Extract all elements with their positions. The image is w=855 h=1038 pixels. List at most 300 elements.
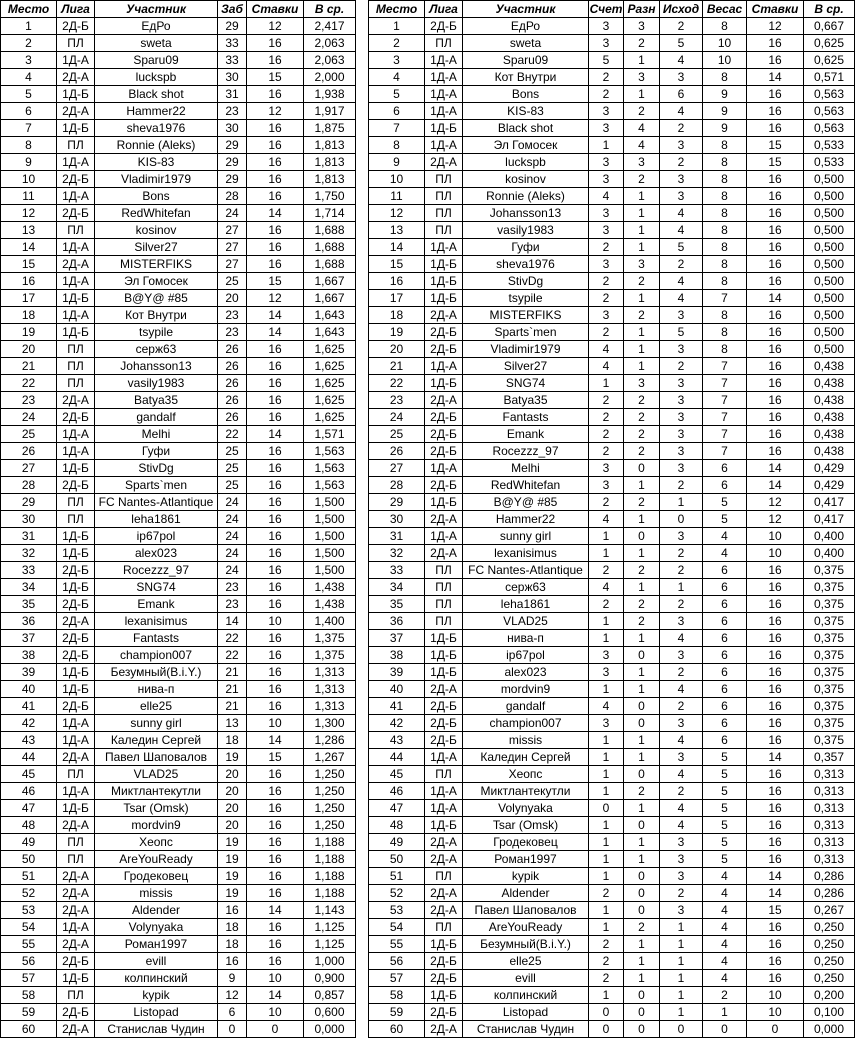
table-cell: leha1861 <box>463 596 589 613</box>
table-cell: 16 <box>747 919 804 936</box>
table-cell: 1 <box>589 137 624 154</box>
table-row <box>369 834 855 851</box>
table-cell: 1Д-А <box>57 239 95 256</box>
table-cell: 3 <box>660 647 703 664</box>
table-cell: 8 <box>369 137 425 154</box>
table-cell: 1Д-Б <box>425 817 463 834</box>
table-cell: 0,286 <box>804 868 855 885</box>
table-cell: 1Д-Б <box>425 120 463 137</box>
table-row <box>1 681 356 698</box>
table-cell: 1 <box>624 630 660 647</box>
table-cell: 16 <box>747 188 804 205</box>
table-cell: 4 <box>660 630 703 647</box>
table-cell: 1Д-Б <box>425 494 463 511</box>
table-cell: 0,429 <box>804 477 855 494</box>
table-cell: 0 <box>660 511 703 528</box>
table-cell: 1 <box>589 732 624 749</box>
table-cell: 20 <box>1 341 57 358</box>
table-cell: 1,438 <box>304 579 356 596</box>
table-cell: 0,375 <box>804 681 855 698</box>
table-cell: StivDg <box>95 460 218 477</box>
table-cell: 0 <box>624 698 660 715</box>
table-cell: колпинский <box>463 987 589 1004</box>
table-cell: 1 <box>589 749 624 766</box>
table-cell: tsypile <box>463 290 589 307</box>
table-cell: 1Д-А <box>57 715 95 732</box>
table-cell: 1Д-Б <box>57 86 95 103</box>
table-cell: 2 <box>660 783 703 800</box>
table-row <box>369 613 855 630</box>
table-cell: Emank <box>95 596 218 613</box>
table-cell: 1,143 <box>304 902 356 919</box>
table-cell: 4 <box>589 698 624 715</box>
table-row <box>369 545 855 562</box>
table-cell: 31 <box>218 86 247 103</box>
table-cell: 0 <box>624 987 660 1004</box>
table-cell: 1Д-А <box>425 460 463 477</box>
table-cell: Кот Внутри <box>95 307 218 324</box>
table-row <box>1 596 356 613</box>
table-cell: 24 <box>218 545 247 562</box>
table-cell: 0,375 <box>804 664 855 681</box>
table-row <box>1 239 356 256</box>
table-cell: 50 <box>369 851 425 868</box>
table-cell: 23 <box>218 307 247 324</box>
table-cell: 16 <box>747 715 804 732</box>
table-cell: 57 <box>369 970 425 987</box>
table-cell: 1,250 <box>304 783 356 800</box>
table-cell: 16 <box>747 171 804 188</box>
table-cell: alex023 <box>95 545 218 562</box>
table-cell: 1Д-А <box>425 103 463 120</box>
table-cell: 2Д-А <box>57 902 95 919</box>
table-cell: ПЛ <box>425 35 463 52</box>
table-cell: 21 <box>218 681 247 698</box>
table-cell: 5 <box>660 239 703 256</box>
table-cell: 25 <box>1 426 57 443</box>
table-cell: 0,438 <box>804 375 855 392</box>
table-cell: 0,375 <box>804 630 855 647</box>
table-row <box>1 18 356 35</box>
table-row <box>1 953 356 970</box>
table-cell: 0 <box>589 1004 624 1021</box>
table-cell: 16 <box>747 834 804 851</box>
table-cell: 45 <box>1 766 57 783</box>
table-cell: 2Д-А <box>57 885 95 902</box>
table-cell: 6 <box>703 613 747 630</box>
table-cell: 1Д-Б <box>57 460 95 477</box>
table-cell: 3 <box>660 902 703 919</box>
table-cell: 16 <box>747 766 804 783</box>
table-cell: 1 <box>660 987 703 1004</box>
table-cell: 1,563 <box>304 477 356 494</box>
table-cell: 1 <box>624 222 660 239</box>
table-cell: 5 <box>703 766 747 783</box>
table-cell: sheva1976 <box>463 256 589 273</box>
table-cell: 14 <box>369 239 425 256</box>
table-cell: 51 <box>369 868 425 885</box>
table-cell: 16 <box>747 443 804 460</box>
table-cell: 1 <box>624 52 660 69</box>
table-row <box>1 477 356 494</box>
table-row <box>1 885 356 902</box>
table-cell: Tsar (Omsk) <box>463 817 589 834</box>
table-cell: 16 <box>747 800 804 817</box>
table-cell: 16 <box>247 800 304 817</box>
table-cell: 2,417 <box>304 18 356 35</box>
table-cell: 16 <box>747 358 804 375</box>
table-cell: 1Д-Б <box>425 664 463 681</box>
table-cell: 16 <box>247 256 304 273</box>
table-cell: 0,313 <box>804 834 855 851</box>
table-cell: 4 <box>703 919 747 936</box>
table-cell: Хеопс <box>463 766 589 783</box>
table-row <box>369 596 855 613</box>
table-cell: 33 <box>218 35 247 52</box>
table-cell: 42 <box>1 715 57 732</box>
table-cell: 16 <box>247 494 304 511</box>
table-cell: 2 <box>1 35 57 52</box>
table-cell: 2Д-Б <box>57 562 95 579</box>
table-cell: 3 <box>589 256 624 273</box>
table-cell: ПЛ <box>57 137 95 154</box>
table-cell: 2Д-А <box>57 69 95 86</box>
table-cell: 36 <box>369 613 425 630</box>
table-cell: 2Д-Б <box>425 443 463 460</box>
table-cell: 3 <box>660 749 703 766</box>
table-cell: 2Д-А <box>57 256 95 273</box>
table-cell: 60 <box>369 1021 425 1038</box>
column-header: Веcас <box>703 1 747 18</box>
table-cell: 1,688 <box>304 222 356 239</box>
table-cell: 3 <box>660 715 703 732</box>
table-cell: 1Д-А <box>425 528 463 545</box>
table-cell: 51 <box>1 868 57 885</box>
table-cell: 16 <box>218 902 247 919</box>
table-cell: 16 <box>747 630 804 647</box>
table-cell: 0,857 <box>304 987 356 1004</box>
table-cell: 0,200 <box>804 987 855 1004</box>
table-cell: 0 <box>624 1004 660 1021</box>
table-cell: 59 <box>369 1004 425 1021</box>
table-cell: 1,313 <box>304 698 356 715</box>
table-cell: lexanisimus <box>95 613 218 630</box>
table-cell: 16 <box>247 511 304 528</box>
table-cell: 30 <box>218 69 247 86</box>
table-cell: серж63 <box>463 579 589 596</box>
table-cell: 1,625 <box>304 392 356 409</box>
table-cell: 16 <box>247 375 304 392</box>
table-cell: 1Д-Б <box>57 290 95 307</box>
table-cell: 1 <box>624 953 660 970</box>
table-cell: Каледин Сергей <box>95 732 218 749</box>
table-cell: 2Д-Б <box>425 953 463 970</box>
table-cell: MISTERFIKS <box>463 307 589 324</box>
table-cell: Станислав Чудин <box>463 1021 589 1038</box>
table-row <box>369 970 855 987</box>
table-cell: 3 <box>589 477 624 494</box>
table-cell: 1 <box>660 936 703 953</box>
table-row <box>369 783 855 800</box>
table-cell: 3 <box>660 171 703 188</box>
table-cell: B@Y@ #85 <box>463 494 589 511</box>
table-cell: 3 <box>624 154 660 171</box>
table-cell: 16 <box>247 851 304 868</box>
table-cell: 1Д-А <box>57 154 95 171</box>
table-cell: 16 <box>247 817 304 834</box>
table-cell: ПЛ <box>57 35 95 52</box>
table-cell: 16 <box>747 120 804 137</box>
table-cell: 1,500 <box>304 545 356 562</box>
table-row <box>1 392 356 409</box>
table-cell: Гуфи <box>463 239 589 256</box>
table-cell: 3 <box>624 375 660 392</box>
table-cell: Миктлантекутли <box>95 783 218 800</box>
table-cell: 2 <box>624 171 660 188</box>
table-row <box>1 545 356 562</box>
table-cell: 32 <box>1 545 57 562</box>
table-cell: 48 <box>1 817 57 834</box>
table-cell: 1,375 <box>304 647 356 664</box>
table-cell: 28 <box>218 188 247 205</box>
table-cell: Emank <box>463 426 589 443</box>
table-cell: 16 <box>747 613 804 630</box>
table-cell: 0,500 <box>804 239 855 256</box>
column-header: Участник <box>463 1 589 18</box>
table-cell: 37 <box>369 630 425 647</box>
table-cell: 1 <box>624 188 660 205</box>
table-cell: 6 <box>703 698 747 715</box>
table-cell: 1,667 <box>304 290 356 307</box>
table-cell: 4 <box>589 341 624 358</box>
table-row <box>369 647 855 664</box>
table-cell: 0,400 <box>804 528 855 545</box>
table-cell: 27 <box>218 222 247 239</box>
table-cell: 41 <box>369 698 425 715</box>
table-cell: 16 <box>247 137 304 154</box>
table-cell: 16 <box>747 409 804 426</box>
table-row <box>1 460 356 477</box>
table-cell: 4 <box>589 188 624 205</box>
table-cell: 0,375 <box>804 732 855 749</box>
table-cell: 16 <box>247 698 304 715</box>
table-cell: 2 <box>660 698 703 715</box>
table-cell: 16 <box>247 664 304 681</box>
table-row <box>369 358 855 375</box>
table-cell: 2 <box>660 885 703 902</box>
table-cell: 39 <box>1 664 57 681</box>
table-cell: Безумный(B.i.Y.) <box>463 936 589 953</box>
table-cell: 18 <box>218 732 247 749</box>
table-cell: 2Д-А <box>57 936 95 953</box>
table-cell: 3 <box>624 256 660 273</box>
table-cell: VLAD25 <box>95 766 218 783</box>
table-cell: 19 <box>218 868 247 885</box>
table-cell: 1 <box>589 851 624 868</box>
table-cell: ip67pol <box>95 528 218 545</box>
table-cell: 1Д-Б <box>425 936 463 953</box>
table-cell: 25 <box>218 477 247 494</box>
table-cell: 2Д-Б <box>57 477 95 494</box>
table-cell: 35 <box>1 596 57 613</box>
table-row <box>1 205 356 222</box>
table-cell: 2,063 <box>304 52 356 69</box>
table-cell: 0,500 <box>804 188 855 205</box>
table-cell: 3 <box>660 528 703 545</box>
table-cell: 14 <box>247 307 304 324</box>
table-row <box>369 715 855 732</box>
table-cell: 4 <box>589 511 624 528</box>
table-cell: RedWhitefan <box>95 205 218 222</box>
table-cell: 5 <box>703 817 747 834</box>
table-cell: 44 <box>1 749 57 766</box>
table-cell: 2Д-А <box>425 834 463 851</box>
table-cell: Fantasts <box>463 409 589 426</box>
table-cell: 8 <box>703 324 747 341</box>
table-cell: 1,875 <box>304 120 356 137</box>
table-cell: Гродековец <box>463 834 589 851</box>
table-cell: 2Д-Б <box>425 477 463 494</box>
table-cell: 49 <box>369 834 425 851</box>
table-cell: elle25 <box>95 698 218 715</box>
table-cell: 4 <box>589 358 624 375</box>
table-cell: 7 <box>703 392 747 409</box>
table-row <box>1 375 356 392</box>
table-row <box>1 171 356 188</box>
table-cell: 2 <box>660 477 703 494</box>
table-row <box>369 528 855 545</box>
table-cell: Кот Внутри <box>463 69 589 86</box>
table-cell: 3 <box>589 120 624 137</box>
table-cell: 10 <box>247 1004 304 1021</box>
table-cell: 2Д-Б <box>57 596 95 613</box>
table-cell: 7 <box>703 409 747 426</box>
table-cell: 5 <box>660 324 703 341</box>
table-cell: 1,188 <box>304 868 356 885</box>
table-cell: 29 <box>218 171 247 188</box>
table-row <box>1 987 356 1004</box>
table-cell: AreYouReady <box>95 851 218 868</box>
table-cell: 1 <box>624 477 660 494</box>
table-cell: 8 <box>703 205 747 222</box>
table-cell: 0,438 <box>804 409 855 426</box>
table-row <box>369 154 855 171</box>
table-cell: 2 <box>624 613 660 630</box>
table-cell: нива-п <box>463 630 589 647</box>
table-cell: 4 <box>1 69 57 86</box>
table-cell: 2Д-А <box>57 103 95 120</box>
table-cell: 0,500 <box>804 222 855 239</box>
table-cell: Volynyaka <box>95 919 218 936</box>
table-cell: ПЛ <box>57 494 95 511</box>
table-cell: ПЛ <box>425 205 463 222</box>
table-cell: 0 <box>624 647 660 664</box>
table-cell: 4 <box>703 953 747 970</box>
table-cell: 16 <box>747 698 804 715</box>
table-cell: 3 <box>660 851 703 868</box>
table-cell: 3 <box>589 715 624 732</box>
table-cell: 16 <box>369 273 425 290</box>
table-cell: 6 <box>703 630 747 647</box>
table-cell: 12 <box>247 103 304 120</box>
table-cell: 2 <box>589 970 624 987</box>
table-cell: 1Д-А <box>425 800 463 817</box>
table-cell: 2Д-Б <box>425 341 463 358</box>
table-cell: Johansson13 <box>95 358 218 375</box>
table-cell: Павел Шаповалов <box>95 749 218 766</box>
table-cell: 2Д-А <box>57 613 95 630</box>
table-cell: 20 <box>218 290 247 307</box>
table-cell: 6 <box>369 103 425 120</box>
table-cell: Melhi <box>95 426 218 443</box>
table-cell: 6 <box>703 732 747 749</box>
table-cell: 0,571 <box>804 69 855 86</box>
table-row <box>369 375 855 392</box>
table-cell: 1Д-А <box>57 273 95 290</box>
table-cell: mordvin9 <box>95 817 218 834</box>
table-row <box>369 273 855 290</box>
table-cell: 14 <box>747 749 804 766</box>
table-cell: 26 <box>218 358 247 375</box>
table-cell: 27 <box>369 460 425 477</box>
table-cell: 2Д-А <box>425 307 463 324</box>
table-cell: Vladimir1979 <box>95 171 218 188</box>
table-cell: 0,563 <box>804 86 855 103</box>
table-cell: ЕдРо <box>95 18 218 35</box>
table-cell: 1Д-Б <box>57 970 95 987</box>
table-cell: 24 <box>1 409 57 426</box>
table-cell: 1 <box>624 834 660 851</box>
column-header: Разн <box>624 1 660 18</box>
table-cell: 2 <box>660 120 703 137</box>
table-row <box>369 205 855 222</box>
table-cell: 3 <box>589 103 624 120</box>
table-cell: 1,438 <box>304 596 356 613</box>
table-row <box>369 1021 855 1038</box>
table-cell: 2 <box>589 936 624 953</box>
table-row <box>369 171 855 188</box>
table-row <box>369 681 855 698</box>
table-cell: 1,813 <box>304 171 356 188</box>
table-cell: Роман1997 <box>463 851 589 868</box>
table-row <box>1 715 356 732</box>
table-cell: 2 <box>624 35 660 52</box>
table-cell: 6 <box>703 681 747 698</box>
table-cell: 0,500 <box>804 273 855 290</box>
table-cell: 10 <box>247 970 304 987</box>
table-cell: Безумный(B.i.Y.) <box>95 664 218 681</box>
table-cell: mordvin9 <box>463 681 589 698</box>
table-row <box>369 120 855 137</box>
table-cell: 2 <box>589 409 624 426</box>
table-cell: 41 <box>1 698 57 715</box>
table-cell: 4 <box>660 681 703 698</box>
table-cell: 5 <box>703 511 747 528</box>
table-cell: 30 <box>218 120 247 137</box>
table-row <box>1 613 356 630</box>
table-row <box>369 817 855 834</box>
table-cell: 12 <box>747 18 804 35</box>
table-cell: 16 <box>747 732 804 749</box>
table-cell: 16 <box>247 579 304 596</box>
table-cell: 29 <box>218 137 247 154</box>
table-cell: 5 <box>1 86 57 103</box>
table-cell: 33 <box>369 562 425 579</box>
table-row <box>1 426 356 443</box>
table-cell: Эл Гомосек <box>95 273 218 290</box>
table-cell: elle25 <box>463 953 589 970</box>
table-row <box>1 528 356 545</box>
